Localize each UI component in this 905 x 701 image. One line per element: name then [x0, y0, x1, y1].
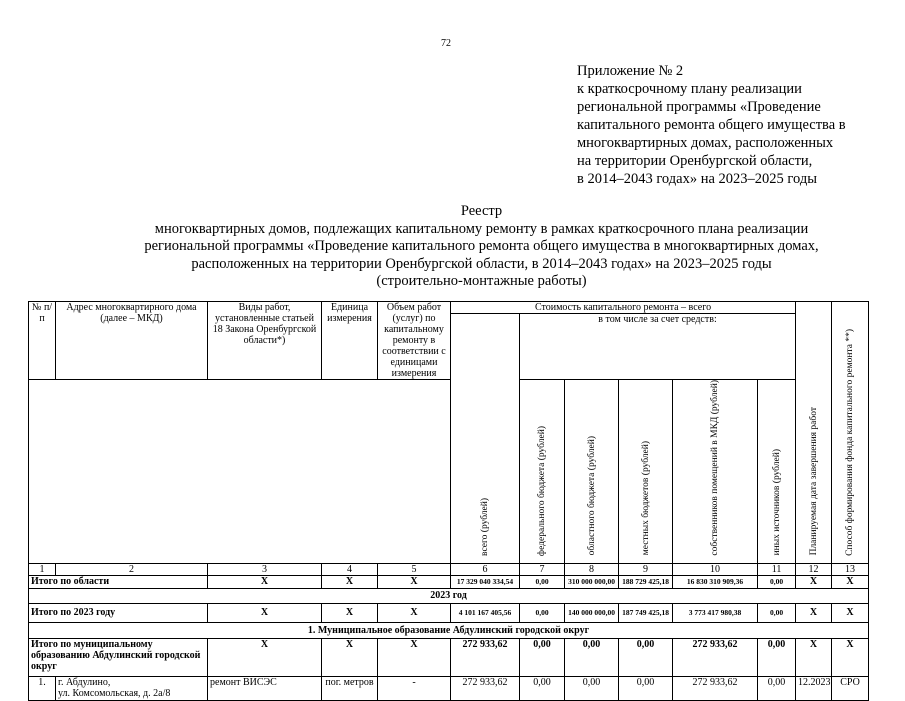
header-fund-method: Способ формирования фонда капитального ремонта **) — [845, 328, 856, 556]
header-other: иных источников (рублей) — [771, 449, 782, 556]
column-number: 12 — [796, 563, 832, 575]
total-municipality-federal: 0,00 — [520, 638, 565, 676]
row-work: ремонт ВИСЭС — [208, 676, 322, 700]
total-2023-label: Итого по 2023 году — [29, 603, 208, 622]
appendix-line: Приложение № 2 — [577, 63, 684, 79]
header-owners: собственников помещений в МКД (рублей) — [710, 380, 720, 556]
header-row — [29, 302, 869, 314]
total-region-total: 17 329 040 334,54 — [451, 575, 520, 588]
appendix-line: многоквартирных домах, расположенных — [577, 135, 834, 151]
header-cost-sub: в том числе за счет средств: — [520, 314, 796, 380]
header-cost-group: Стоимость капитального ремонта – всего — [451, 302, 796, 314]
row-other: 0,00 — [758, 676, 796, 700]
row-num: 1. — [29, 676, 56, 700]
total-municipality-work: Х — [208, 638, 322, 676]
appendix-line: капитального ремонта общего имущества в — [577, 117, 846, 133]
row-date: 12.2023 — [796, 676, 832, 700]
total-municipality-date: Х — [796, 638, 832, 676]
column-number: 10 — [673, 563, 758, 575]
table-row — [29, 676, 869, 700]
total-municipality-total: 272 933,62 — [451, 638, 520, 676]
appendix-line: региональной программы «Проведение — [577, 99, 821, 115]
header-work-types: Виды работ, установленные статьей 18 Закона Оренбургской области*) — [208, 302, 322, 380]
total-2023-date: Х — [796, 603, 832, 622]
header-planned-date-cell — [796, 302, 832, 564]
column-number: 4 — [322, 563, 378, 575]
title-line: Реестр — [460, 203, 503, 219]
total-municipality-other: 0,00 — [758, 638, 796, 676]
header-row — [29, 380, 869, 564]
row-local: 0,00 — [619, 676, 673, 700]
total-2023-row — [29, 603, 869, 622]
total-2023-regional: 140 000 000,00 — [565, 603, 619, 622]
total-2023-method: Х — [832, 603, 869, 622]
header-other-cell — [758, 380, 796, 564]
total-2023-owners: 3 773 417 980,38 — [673, 603, 758, 622]
total-region-local: 188 729 425,18 — [619, 575, 673, 588]
row-total: 272 933,62 — [451, 676, 520, 700]
column-number: 13 — [832, 563, 869, 575]
header-local-cell — [619, 380, 673, 564]
total-region-label: Итого по области — [29, 575, 208, 588]
total-region-row — [29, 575, 869, 588]
total-region-unit: Х — [322, 575, 378, 588]
total-2023-total: 4 101 167 405,56 — [451, 603, 520, 622]
page-number: 72 — [441, 38, 451, 49]
row-federal: 0,00 — [520, 676, 565, 700]
total-municipality-local: 0,00 — [619, 638, 673, 676]
row-regional: 0,00 — [565, 676, 619, 700]
header-federal-cell — [520, 380, 565, 564]
column-number: 7 — [520, 563, 565, 575]
total-region-date: Х — [796, 575, 832, 588]
total-2023-unit: Х — [322, 603, 378, 622]
appendix-line: на территории Оренбургской области, — [577, 153, 813, 169]
title-line: расположенных на территории Оренбургской области, в 2014–2043 годах» на 2023–2025 годы — [191, 255, 772, 272]
row-unit: пог. метров — [322, 676, 378, 700]
row-owners: 272 933,62 — [673, 676, 758, 700]
total-2023-federal: 0,00 — [520, 603, 565, 622]
total-region-owners: 16 830 310 909,36 — [673, 575, 758, 588]
row-address-line: ул. Комсомольская, д. 2а/8 — [58, 687, 171, 699]
appendix-note — [577, 62, 877, 188]
total-region-other: 0,00 — [758, 575, 796, 588]
header-spacer — [29, 380, 451, 564]
total-municipality-row — [29, 638, 869, 676]
header-planned-date: Планируемая дата завершения работ — [808, 407, 819, 556]
total-region-federal: 0,00 — [520, 575, 565, 588]
header-num: № п/п — [29, 302, 56, 380]
header-federal: федерального бюджета (рублей) — [537, 425, 547, 556]
header-owners-cell — [673, 380, 758, 564]
total-municipality-label: Итого по муниципальному образованию Абдулинский городской округ — [29, 638, 208, 676]
column-number: 6 — [451, 563, 520, 575]
header-regional-cell — [565, 380, 619, 564]
year-heading: 2023 год — [29, 588, 869, 603]
header-unit: Единица измерения — [322, 302, 378, 380]
column-number: 5 — [378, 563, 451, 575]
total-municipality-owners: 272 933,62 — [673, 638, 758, 676]
total-region-work: Х — [208, 575, 322, 588]
total-2023-volume: Х — [378, 603, 451, 622]
total-municipality-regional: 0,00 — [565, 638, 619, 676]
column-number: 1 — [29, 563, 56, 575]
header-volume: Объем работ (услуг) по капитальному ремонту в соответствии с единицами измерения — [378, 302, 451, 380]
column-number: 8 — [565, 563, 619, 575]
registry-table — [28, 301, 869, 701]
total-2023-other: 0,00 — [758, 603, 796, 622]
total-municipality-volume: Х — [378, 638, 451, 676]
header-fund-method-cell — [832, 302, 869, 564]
header-regional: областного бюджета (рублей) — [586, 436, 597, 556]
appendix-line: в 2014–2043 годах» на 2023–2025 годы — [577, 171, 817, 187]
total-region-regional: 310 000 000,00 — [565, 575, 619, 588]
section-heading: 1. Муниципальное образование Абдулинский городской округ — [29, 622, 869, 638]
column-number: 3 — [208, 563, 322, 575]
title-line: региональной программы «Проведение капитального ремонта общего имущества в многоквартирных домах, — [144, 238, 819, 254]
header-total-cell — [451, 314, 520, 564]
header-local: местных бюджетов (рублей) — [640, 441, 651, 556]
year-heading-row — [29, 588, 869, 603]
total-2023-local: 187 749 425,18 — [619, 603, 673, 622]
total-region-volume: Х — [378, 575, 451, 588]
title-line: (строительно-монтажные работы) — [376, 273, 587, 289]
row-address — [56, 676, 208, 700]
header-total: всего (рублей) — [480, 497, 490, 556]
row-method: СРО — [832, 676, 869, 700]
title-line: многоквартирных домов, подлежащих капитальному ремонту в рамках краткосрочного плана реализации — [154, 220, 809, 237]
header-address: Адрес многоквартирного дома (далее – МКД) — [56, 302, 208, 380]
column-number-row — [29, 563, 869, 575]
appendix-line: к краткосрочному плану реализации — [577, 81, 802, 97]
row-address-line: г. Абдулино, — [58, 676, 111, 688]
section-heading-row — [29, 622, 869, 638]
column-number: 2 — [56, 563, 208, 575]
document-title — [40, 203, 905, 291]
row-volume: - — [378, 676, 451, 700]
column-number: 9 — [619, 563, 673, 575]
total-2023-work: Х — [208, 603, 322, 622]
total-municipality-unit: Х — [322, 638, 378, 676]
column-number: 11 — [758, 563, 796, 575]
total-municipality-method: Х — [832, 638, 869, 676]
total-region-method: Х — [832, 575, 869, 588]
